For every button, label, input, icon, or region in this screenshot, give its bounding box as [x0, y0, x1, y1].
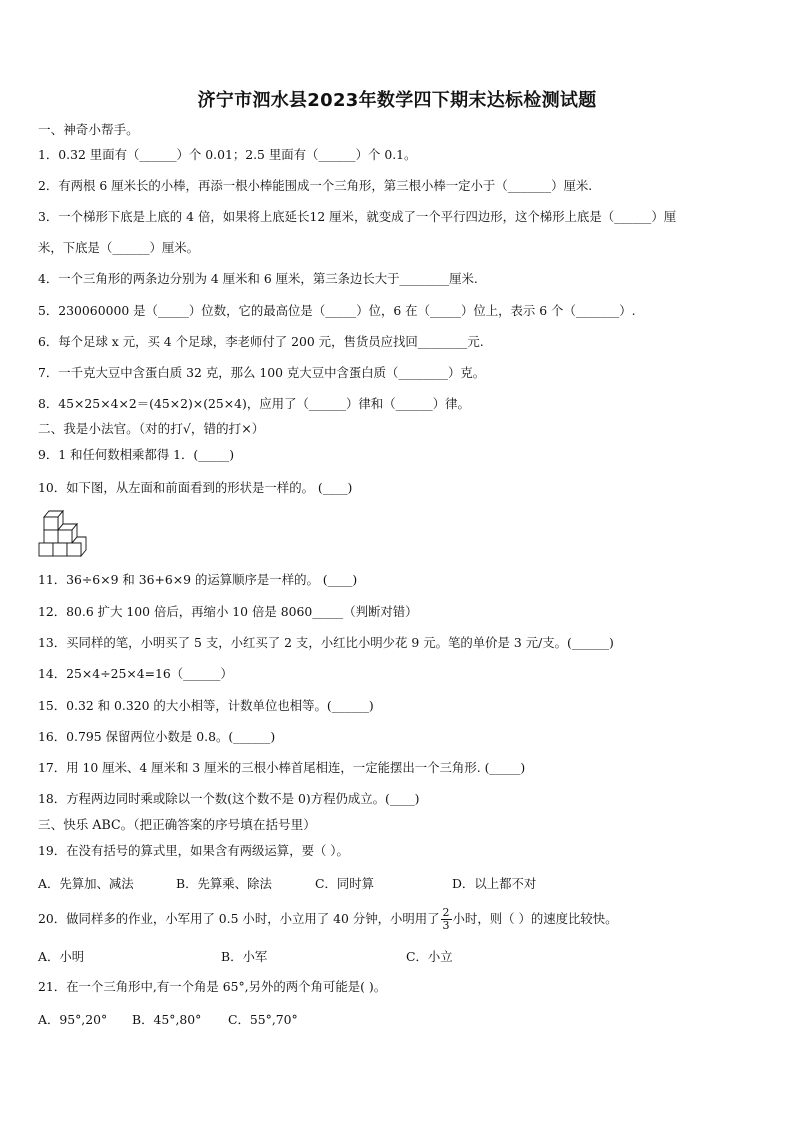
- q19-option-c: C．同时算: [315, 876, 375, 891]
- section-heading-2: 二、我是小法官。（对的打√，错的打×）: [38, 421, 265, 436]
- question-1: 1．0.32 里面有（______）个 0.01；2.5 里面有（______）个 0.1。: [38, 147, 417, 162]
- q20-option-c: C．小立: [406, 949, 453, 964]
- q20-option-b: B．小军: [221, 949, 268, 964]
- question-8: 8．45×25×4×2＝(45×2)×(25×4)，应用了（______）律和（______）律。: [38, 396, 470, 411]
- question-6: 6．每个足球 x 元，买 4 个足球，李老师付了 200 元，售货员应找回________元.: [38, 334, 484, 349]
- q20-option-a: A．小明: [38, 949, 85, 964]
- question-5: 5．230060000 是（_____）位数，它的最高位是（_____）位，6 在（_____）位上，表示 6 个（_______）.: [38, 303, 636, 318]
- question-3-line-2: 米，下底是（______）厘米。: [38, 240, 200, 255]
- question-4: 4．一个三角形的两条边分别为 4 厘米和 6 厘米，第三条边长大于________厘米.: [38, 271, 478, 286]
- cube-figure: [37, 510, 89, 558]
- q19-option-b: B．先算乘、除法: [176, 876, 272, 891]
- question-19: 19．在没有括号的算式里，如果含有两级运算，要（ ）。: [38, 843, 349, 858]
- question-14: 14．25×4÷25×4=16（______）: [38, 666, 233, 681]
- q21-option-c: C．55°,70°: [228, 1012, 298, 1027]
- question-13: 13．买同样的笔，小明买了 5 支，小红买了 2 支，小红比小明少花 9 元。笔的单价是 3 元/支。(______): [38, 635, 614, 650]
- question-15: 15．0.32 和 0.320 的大小相等，计数单位也相等。(______): [38, 698, 374, 713]
- section-heading-3: 三、快乐 ABC。（把正确答案的序号填在括号里）: [38, 817, 316, 832]
- question-3-line-1: 3．一个梯形下底是上底的 4 倍，如果将上底延长12 厘米，就变成了一个平行四边形，这个梯形上底是（______）厘: [38, 209, 677, 224]
- question-9: 9．1 和任何数相乘都得 1．(_____): [38, 447, 235, 462]
- q21-option-b: B．45°,80°: [132, 1012, 202, 1027]
- fraction-numerator: 2: [442, 906, 450, 919]
- question-11: 11．36÷6×9 和 36+6×9 的运算顺序是一样的。 (____): [38, 572, 358, 587]
- question-16: 16．0.795 保留两位小数是 0.8。(______): [38, 729, 276, 744]
- question-18: 18．方程两边同时乘或除以一个数(这个数不是 0)方程仍成立。(____): [38, 791, 420, 806]
- q21-option-a: A．95°,20°: [38, 1012, 108, 1027]
- question-12: 12．80.6 扩大 100 倍后，再缩小 10 倍是 8060_____（判断对错）: [38, 604, 418, 619]
- question-20-text-after: 小时，则（ ）的速度比较快。: [452, 911, 618, 926]
- question-20-text-before: 20．做同样多的作业，小军用了 0.5 小时，小立用了 40 分钟，小明用了: [38, 911, 440, 926]
- page-title: 济宁市泗水县2023年数学四下期末达标检测试题: [197, 90, 597, 111]
- q19-option-d: D．以上都不对: [452, 876, 537, 891]
- question-2: 2．有两根 6 厘米长的小棒，再添一根小棒能围成一个三角形，第三根小棒一定小于（_______）厘米.: [38, 178, 593, 193]
- question-21: 21．在一个三角形中,有一个角是 65°,另外的两个角可能是( )。: [38, 979, 387, 994]
- fraction-denominator: 3: [442, 919, 450, 932]
- question-10: 10．如下图，从左面和前面看到的形状是一样的。 (____): [38, 480, 353, 495]
- question-17: 17．用 10 厘米、4 厘米和 3 厘米的三根小棒首尾相连，一定能摆出一个三角形. (_____): [38, 760, 526, 775]
- question-20: [38, 906, 764, 932]
- fraction-two-thirds: [441, 907, 452, 932]
- section-heading-1: 一、神奇小帮手。: [38, 122, 139, 137]
- q19-option-a: A．先算加、减法: [38, 876, 134, 891]
- question-7: 7．一千克大豆中含蛋白质 32 克，那么 100 克大豆中含蛋白质（________）克。: [38, 365, 486, 380]
